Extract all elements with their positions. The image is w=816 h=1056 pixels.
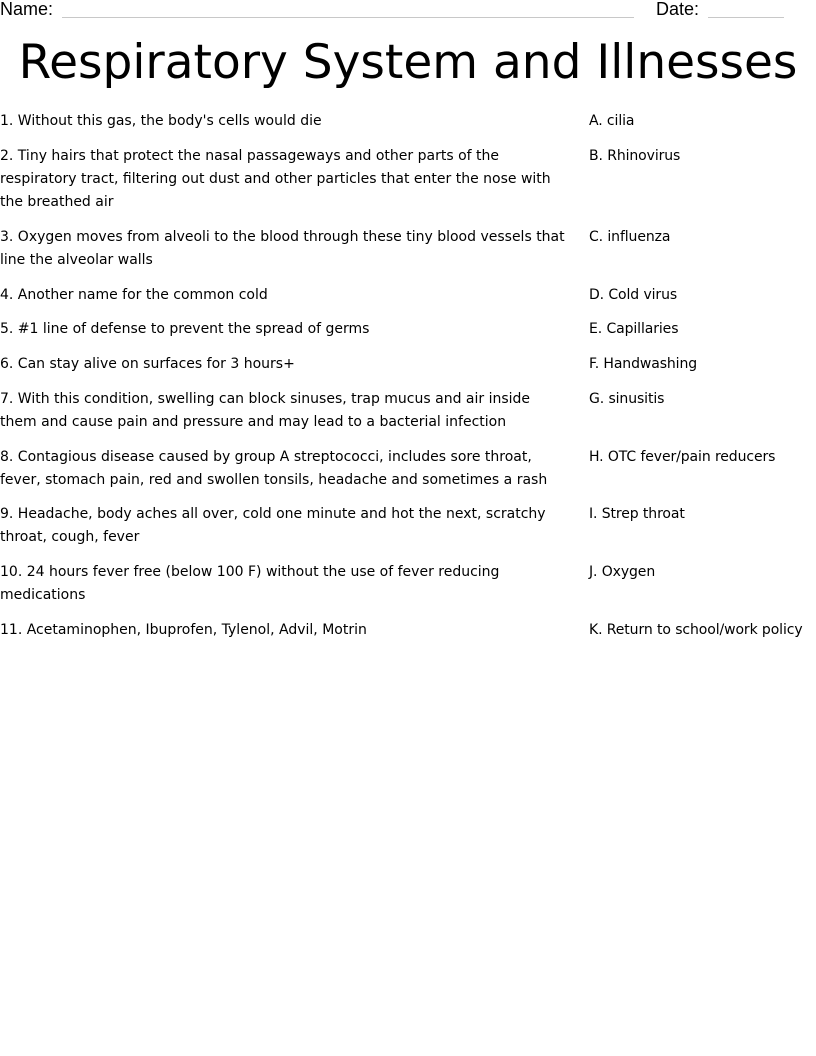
answer-option: E. Capillaries: [589, 321, 679, 337]
clue-text: 5. #1 line of defense to prevent the spread of germs: [0, 321, 370, 337]
clue-text: 6. Can stay alive on surfaces for 3 hours+: [0, 356, 295, 372]
date-label: Date:: [656, 0, 700, 19]
clue-text: 8. Contagious disease caused by group A streptococci, includes sore throat, fever, stomach pain, red and swollen tonsils, headache and sometimes a rash: [0, 449, 548, 488]
answer-option: J. Oxygen: [589, 564, 656, 580]
page-title: Respiratory System and Illnesses: [18, 35, 798, 90]
clue-text: 7. With this condition, swelling can block sinuses, trap mucus and air inside them and cause pain and pressure and may lead to a bacterial infection: [0, 391, 531, 430]
clue-text: 10. 24 hours fever free (below 100 F) without the use of fever reducing medications: [0, 564, 500, 603]
clue-text: 2. Tiny hairs that protect the nasal passageways and other parts of the respiratory tract, filtering out dust and other particles that enter the nose with the breathed air: [0, 148, 551, 210]
name-field-line[interactable]: [62, 17, 634, 18]
answer-option: G. sinusitis: [589, 391, 665, 407]
clue-text: 9. Headache, body aches all over, cold one minute and hot the next, scratchy throat, cough, fever: [0, 506, 546, 545]
clue-text: 1. Without this gas, the body's cells would die: [0, 113, 322, 129]
answer-option: I. Strep throat: [589, 506, 685, 522]
clue-text: 4. Another name for the common cold: [0, 287, 268, 303]
clue-text: 3. Oxygen moves from alveoli to the blood through these tiny blood vessels that line the alveolar walls: [0, 229, 565, 268]
date-field-line[interactable]: [708, 17, 784, 18]
answer-option: F. Handwashing: [589, 356, 698, 372]
answer-option: B. Rhinovirus: [589, 148, 681, 164]
answer-option: A. cilia: [589, 113, 635, 129]
answer-option: K. Return to school/work policy: [589, 622, 803, 638]
answer-option: D. Cold virus: [589, 287, 678, 303]
name-date-header: [0, 0, 816, 24]
name-label: Name:: [0, 0, 54, 19]
answer-option: C. influenza: [589, 229, 671, 245]
answer-option: H. OTC fever/pain reducers: [589, 449, 776, 465]
clue-text: 11. Acetaminophen, Ibuprofen, Tylenol, Advil, Motrin: [0, 622, 367, 638]
